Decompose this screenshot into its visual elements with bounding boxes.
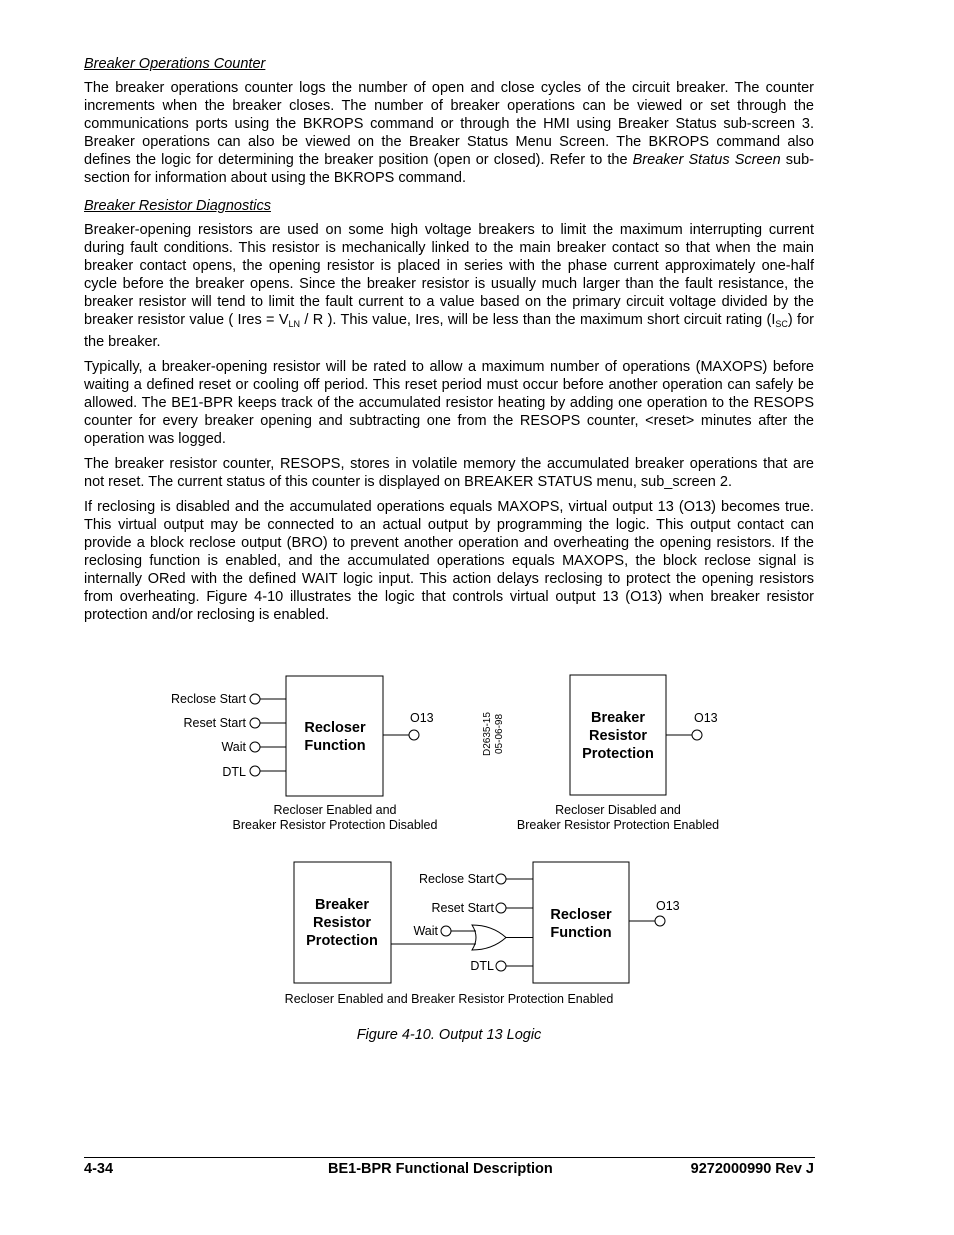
footer-title: BE1-BPR Functional Description — [328, 1161, 553, 1177]
paragraph-resistor-4: If reclosing is disabled and the accumulated operations equals MAXOPS, virtual output 13 (O13) becomes true. This virtual output may be connected to an actual output by programming the logic. This output contact can provide a block reclose output (BRO) to prevent another operation and overheating the opening resistors. If the reclosing function is enabled, and the accumulated operations equals MAXOPS, the block reclose signal is internally ORed with the defined WAIT logic input. This action delays reclosing to protect the opening resistors from overheating. Figure 4-10 illustrates the logic that controls virtual output 13 (O13) when breaker resistor protection and/or reclosing is enabled. — [84, 499, 814, 623]
output-label-o13: O13 — [410, 711, 434, 725]
block-label-line: Resistor — [312, 915, 372, 931]
diagram-recloser-only — [171, 676, 438, 832]
footer-doc-number: 9272000990 Rev J — [690, 1161, 814, 1177]
caption-line: Breaker Resistor Protection Disabled — [232, 818, 438, 832]
block-label-line: Breaker — [314, 897, 370, 913]
diagram-resistor-only — [517, 675, 719, 832]
output-pin-icon — [409, 730, 419, 740]
section-heading-operations-counter: Breaker Operations Counter — [84, 56, 266, 72]
input-pin-icon — [250, 742, 260, 752]
input-pin-icon — [496, 903, 506, 913]
input-pin-icon — [441, 926, 451, 936]
output-pin-icon — [692, 730, 702, 740]
drawing-date: 05-06-98 — [494, 713, 505, 754]
input-label-reclose-start: Reclose Start — [170, 692, 246, 706]
recloser-function-block — [286, 676, 383, 796]
block-label-line: Resistor — [588, 728, 648, 744]
input-pin-icon — [496, 961, 506, 971]
caption-line: Breaker Resistor Protection Enabled — [516, 818, 720, 832]
paragraph-resistor-1: Breaker-opening resistors are used on some high voltage breakers to limit the maximum interrupting current during fault conditions. This resistor is mechanically linked to the main breaker contact so that when the main breaker contact opens, the opening resistor is placed in series with the phase current approximately one-half cycle before the breaker opens. Since the breaker resistor is usually much larger than the fault resistance, the breaker resistor will tend to limit the fault current to a value based on the primary circuit voltage divided by the breaker resistor value ( Ires = $V_{LN}$ / R ). This value, Ires, will be less than the maximum short circuit rating $(I_{SC})$ for the breaker. — [84, 222, 814, 350]
block-label-line: Recloser — [304, 720, 366, 736]
input-label-reset-start: Reset Start — [431, 901, 494, 915]
or-gate-icon — [472, 925, 506, 950]
input-pin-icon — [496, 874, 506, 884]
input-label-reset-start: Reset Start — [183, 716, 246, 730]
block-label-line: Function — [550, 925, 612, 941]
block-label-line: Recloser — [550, 907, 612, 923]
block-label-line: Protection — [582, 746, 654, 762]
output-label-o13: O13 — [656, 899, 680, 913]
input-pin-icon — [250, 766, 260, 776]
input-label-dtl: DTL — [222, 765, 246, 779]
caption-line: Recloser Disabled and — [555, 803, 681, 817]
figure-caption: Figure 4-10. Output 13 Logic — [356, 1027, 542, 1043]
output-pin-icon — [655, 916, 665, 926]
paragraph-resistor-3: The breaker resistor counter, RESOPS, stores in volatile memory the accumulated breaker operations that are not reset. The current status of this counter is displayed on BREAKER STATUS menu, sub_screen 2. — [84, 456, 814, 490]
input-pin-icon — [250, 694, 260, 704]
diagram-both-enabled — [285, 862, 680, 1006]
block-label-line: Function — [304, 738, 366, 754]
section-heading-resistor-diagnostics: Breaker Resistor Diagnostics — [84, 198, 271, 214]
footer-page-number: 4-34 — [84, 1161, 114, 1177]
caption-line: Recloser Enabled and Breaker Resistor Protection Enabled — [284, 992, 614, 1006]
input-label-dtl: DTL — [470, 959, 494, 973]
drawing-id: D2635-15 — [482, 712, 493, 756]
input-label-wait: Wait — [413, 924, 438, 938]
caption-line: Recloser Enabled and — [273, 803, 397, 817]
block-label-line: Protection — [306, 933, 378, 949]
output-label-o13: O13 — [694, 711, 718, 725]
paragraph-operations-counter: The breaker operations counter logs the number of open and close cycles of the circuit breaker. The counter increments when the breaker closes. The number of breaker operations can be viewed or set through the communications ports using the BKROPS command or through the HMI using Breaker Status sub-screen 3. Breaker operations can also be viewed on the Breaker Status Menu Screen. The BKROPS command also defines the logic for determining the breaker position (open or closed). Refer to the Breaker Status Screen sub-section for information about using the BKROPS command. — [84, 80, 814, 186]
input-label-wait: Wait — [221, 740, 246, 754]
input-label-reclose-start: Reclose Start — [418, 872, 494, 886]
block-label-line: Breaker — [590, 710, 646, 726]
footer-rule — [84, 1157, 815, 1158]
paragraph-resistor-2: Typically, a breaker-opening resistor will be rated to allow a maximum number of operations (MAXOPS) before waiting a defined reset or cooling off period. This reset period must occur before another operation can safely be allowed. The BE1-BPR keeps track of the accumulated resistor heating by adding one operation to the RESOPS counter for every breaker opening and subtracting one from the RESOPS counter, <reset> minutes after the operation was logged. — [84, 359, 814, 447]
input-pin-icon — [250, 718, 260, 728]
